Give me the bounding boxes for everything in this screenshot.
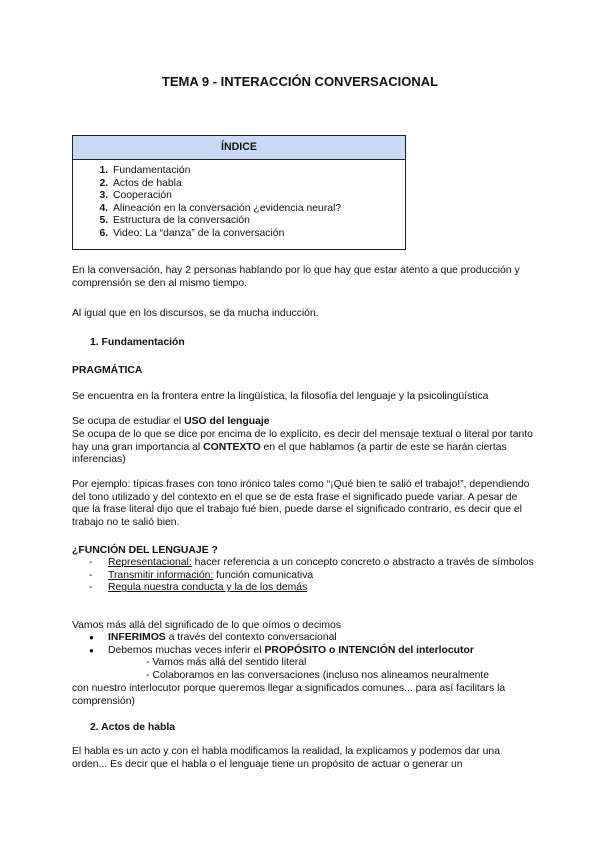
page-title: TEMA 9 - INTERACCIÓN CONVERSACIONAL: [161, 74, 439, 89]
function-heading: ¿FUNCIÓN DEL LENGUAJE ?: [72, 545, 218, 556]
index-list: [73, 165, 405, 241]
text-span: Se ocupa de lo que se dice por encima de lo explícito, es decir del mensaje textual o literal por tanto hay una gran importancia al: [72, 429, 533, 453]
sub-point-1: - Vamos más allá del sentido literal: [146, 657, 307, 668]
inference-item: [72, 645, 542, 658]
index-item: 2. Actos de habla: [111, 178, 405, 191]
sub-point-2: - Colaboramos en las conversaciones (incluso nos alineamos neuralmente: [146, 670, 490, 681]
index-box: [72, 135, 406, 250]
function-label: Representacional:: [108, 557, 192, 568]
section-1-heading: 1. Fundamentación: [90, 337, 185, 348]
function-item: [72, 570, 534, 583]
index-item: 5. Estructura de la conversación: [111, 215, 405, 228]
pragmatica-paragraph-2: [72, 416, 532, 429]
emphasis-inferimos: INFERIMOS: [108, 632, 166, 643]
function-list: [72, 557, 534, 595]
index-heading: ÍNDICE: [73, 136, 405, 160]
pragmatica-paragraph-1: Se encuentra en la frontera entre la lingüística, la filosofía del lenguaje y la psicolingüística: [72, 391, 489, 402]
function-item: [72, 582, 534, 595]
index-item: 1. Fundamentación: [111, 165, 405, 178]
intro-paragraph-1: En la conversación, hay 2 personas hablando por lo que hay que estar atento a que producción y comprensión se den al mismo tiempo.: [72, 265, 520, 289]
function-text: función comunicativa: [213, 569, 314, 581]
text-span: Se ocupa de estudiar el: [72, 416, 185, 427]
index-item: 3. Cooperación: [111, 190, 405, 203]
intro-paragraph-2: Al igual que en los discursos, se da mucha inducción.: [72, 308, 319, 319]
inference-item: [72, 632, 542, 645]
beyond-paragraph: Vamos más allá del significado de lo que oímos o decimos: [72, 620, 341, 631]
function-label: Regula nuestra conducta y la de los demás: [108, 582, 308, 594]
function-text: hacer referencia a un concepto concreto o abstracto a través de símbolos: [191, 557, 534, 568]
example-paragraph: Por ejemplo: típicas frases con tono irónico tales como “¡Qué bien te salió el trabajo!”, dependiendo del tono utilizado y del contexto en el que se de esta frase el significado puede variar. A pesar de que la frase literal dijo que el trabajo fué bien, puede darse el significado contrario, es decir que el trabajo no te salió bien.: [72, 479, 530, 528]
sub-point-2-continued: con nuestro interlocutor porque queremos llegar a significados comunes... para así facilitars la comprensión): [72, 683, 506, 707]
emphasis-uso: USO del lenguaje: [184, 416, 270, 427]
section-2-heading: 2. Actos de habla: [90, 722, 176, 733]
function-label: Transmitir información:: [108, 569, 214, 581]
index-item: 6. Video: La “danza” de la conversación: [111, 228, 405, 241]
function-item: [72, 557, 534, 570]
inference-list: [72, 632, 542, 657]
pragmatica-paragraph-3: [72, 429, 534, 467]
index-item: 4. Alineación en la conversación ¿evidencia neural?: [111, 203, 405, 216]
text-span: en el que hablamos (a partir de este se harán ciertas inferencias): [72, 441, 507, 466]
emphasis-proposito: PROPÓSITO o INTENCIÓN del interlocutor: [264, 644, 474, 656]
text-span: a través del contexto conversacional: [165, 632, 337, 643]
emphasis-contexto: CONTEXTO: [203, 441, 261, 453]
section-2-paragraph: El habla es un acto y con el habla modificamos la realidad, la explicamos y podemos dar una orden... Es decir que el habla o el lenguaje tiene un propósito de actuar o generar un: [72, 746, 500, 770]
text-span: Debemos muchas veces inferir el: [108, 644, 265, 656]
pragmatica-heading: PRAGMÁTICA: [72, 365, 143, 376]
